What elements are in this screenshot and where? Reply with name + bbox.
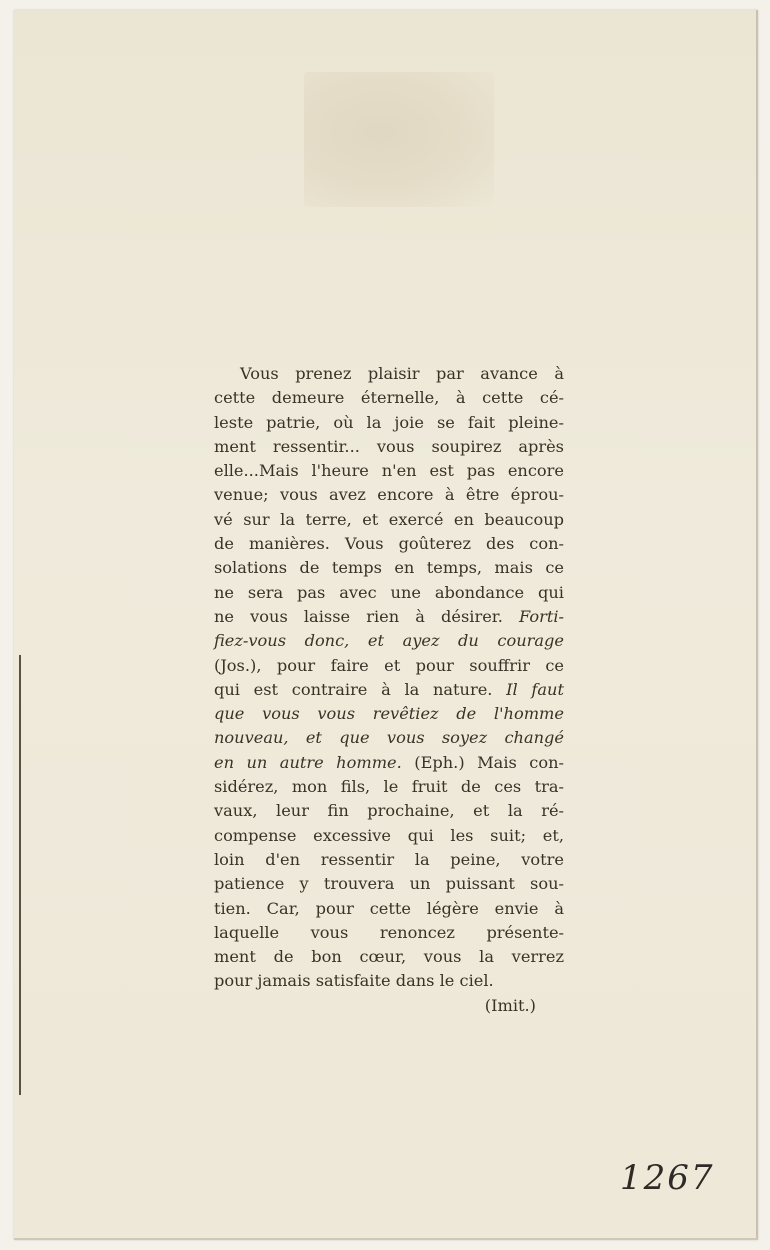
glue-stain	[304, 72, 494, 207]
text-line	[214, 969, 564, 993]
text-line	[214, 751, 564, 775]
inventory-number: 1267	[620, 1158, 715, 1198]
text-segment: patience y trouvera un puissant sou-	[214, 874, 564, 894]
text-line	[214, 459, 564, 483]
italic-segment: nouveau, et que vous soyez changé	[214, 728, 564, 748]
text-segment: ment ressentir... vous soupirez après	[214, 436, 564, 456]
text-line	[214, 678, 564, 702]
text-line	[214, 483, 564, 507]
text-line	[214, 921, 564, 945]
text-segment: vé sur la terre, et exercé en beaucoup	[214, 509, 564, 529]
text-segment: loin d'en ressentir la peine, votre	[214, 849, 564, 869]
text-line	[214, 581, 564, 605]
italic-segment: Il faut	[506, 679, 564, 699]
text-segment: sidérez, mon fils, le fruit de ces tra-	[214, 777, 564, 797]
text-segment: venue; vous avez encore à être éprou-	[214, 485, 564, 505]
text-line	[214, 702, 564, 726]
text-segment: ne sera pas avec une abondance qui	[214, 582, 564, 602]
text-segment: Vous prenez plaisir par avance à	[240, 364, 564, 383]
text-segment: pour jamais satisfaite dans le ciel.	[214, 971, 494, 991]
text-line	[214, 386, 564, 410]
text-line	[214, 605, 564, 629]
text-segment: (Jos.), pour faire et pour souffrir ce	[214, 655, 564, 675]
text-line	[214, 872, 564, 896]
text-line	[214, 532, 564, 556]
italic-segment: Forti-	[519, 606, 564, 626]
attribution: (Imit.)	[484, 995, 536, 1015]
text-segment: leste patrie, où la joie se fait pleine-	[214, 412, 564, 432]
text-line	[214, 362, 564, 386]
text-segment: cette demeure éternelle, à cette cé-	[214, 388, 564, 408]
text-line	[214, 945, 564, 969]
text-line	[214, 848, 564, 872]
text-segment: vaux, leur fin prochaine, et la ré-	[214, 801, 564, 821]
devotional-text	[214, 362, 564, 1018]
text-segment: de manières. Vous goûterez des con-	[214, 534, 564, 554]
text-line	[214, 799, 564, 823]
text-line	[214, 897, 564, 921]
text-line	[214, 435, 564, 459]
text-segment: ment de bon cœur, vous la verrez	[214, 947, 564, 967]
text-line	[214, 654, 564, 678]
italic-segment: que vous vous revêtiez de l'homme	[214, 704, 564, 724]
text-segment: solations de temps en temps, mais ce	[214, 558, 564, 578]
text-segment: qui est contraire à la nature.	[214, 679, 507, 699]
text-segment: compense excessive qui les suit; et,	[214, 825, 564, 845]
italic-segment: en un autre homme.	[214, 752, 402, 772]
margin-rule	[19, 655, 21, 1095]
text-segment: laquelle vous renoncez présente-	[214, 922, 564, 942]
text-line	[214, 726, 564, 750]
italic-segment: fiez-vous donc, et ayez du courage	[214, 631, 564, 651]
text-line	[214, 629, 564, 653]
text-line	[214, 508, 564, 532]
text-segment: tien. Car, pour cette légère envie à	[214, 898, 564, 918]
text-segment: ne vous laisse rien à désirer.	[214, 606, 520, 626]
text-line	[214, 556, 564, 580]
text-line	[214, 775, 564, 799]
text-line	[214, 824, 564, 848]
text-segment: (Eph.) Mais con-	[401, 752, 564, 772]
text-segment: elle...Mais l'heure n'en est pas encore	[214, 461, 564, 481]
text-line	[214, 411, 564, 435]
